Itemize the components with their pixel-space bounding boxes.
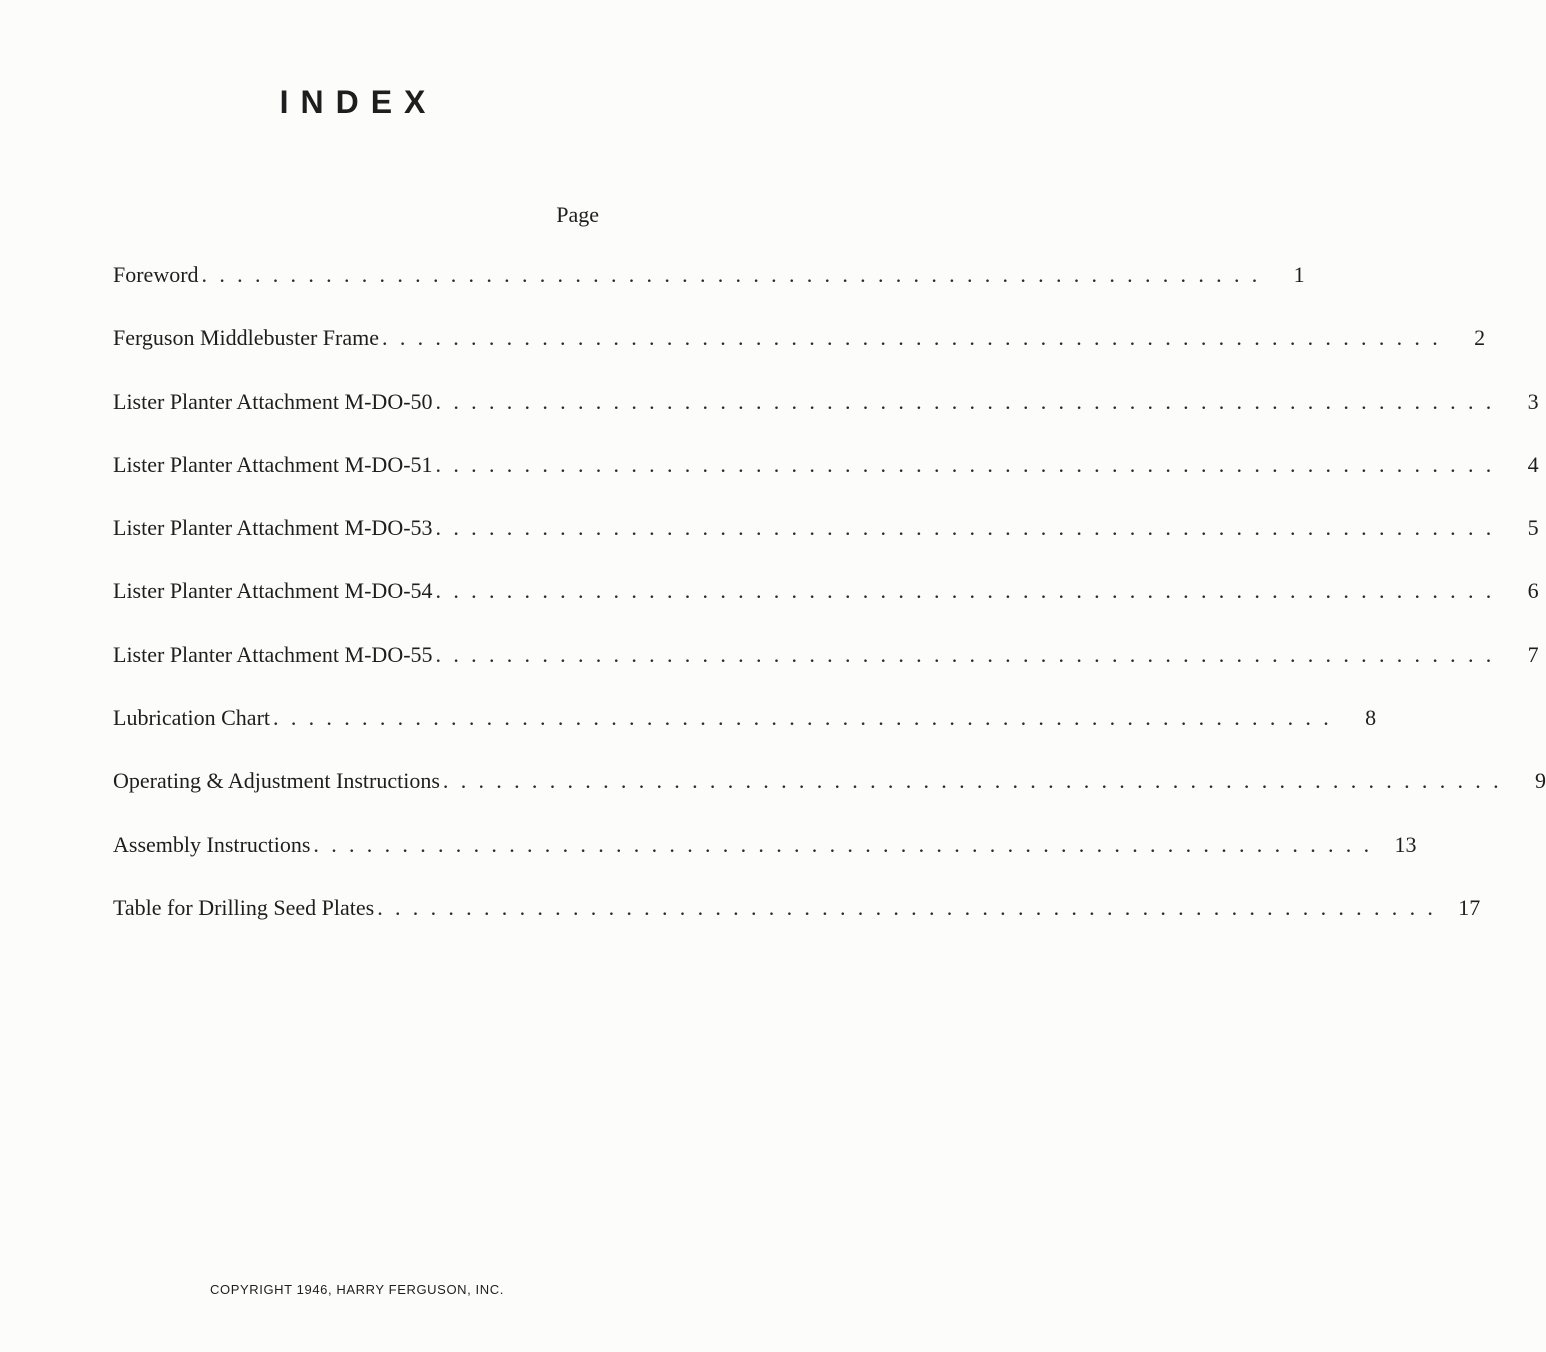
index-entry-page: 2 bbox=[1474, 325, 1486, 351]
index-entry-page: 9 bbox=[1535, 768, 1546, 794]
page-column-header: Page bbox=[556, 202, 599, 227]
dot-leader: . . . . . . . . . . . . . . . . . . . . . . . . . . . . . . . . . . . . . . . . . . . . . . . . . . . . . . . . . . . . bbox=[442, 768, 1503, 794]
index-entry-label: Ferguson Middlebuster Frame bbox=[113, 325, 380, 351]
index-entry-label: Foreword bbox=[113, 262, 199, 287]
index-entry-label: Lister Planter Attachment M-DO-51 bbox=[113, 451, 433, 477]
index-entry bbox=[113, 894, 1481, 958]
index-entry-label: Lister Planter Attachment M-DO-55 bbox=[113, 641, 433, 667]
index-entry-page: 4 bbox=[1527, 451, 1539, 477]
dot-leader: . . . . . . . . . . . . . . . . . . . . . . . . . . . . . . . . . . . . . . . . . . . . . . . . . . . . . . . . . . . . bbox=[377, 894, 1437, 920]
dot-leader: . . . . . . . . . . . . . . . . . . . . . . . . . . . . . . . . . . . . . . . . . . . . . . . . . . . . . . . . . . . . bbox=[201, 262, 1261, 287]
dot-leader: . . . . . . . . . . . . . . . . . . . . . . . . . . . . . . . . . . . . . . . . . . . . . . . . . . . . . . . . . . . . bbox=[435, 451, 1495, 477]
index-entry-page: 1 bbox=[1293, 262, 1305, 287]
index-entry bbox=[113, 388, 1539, 452]
index-entry-label: Lister Planter Attachment M-DO-50 bbox=[113, 388, 433, 414]
page-title: INDEX bbox=[279, 84, 438, 120]
copyright-notice: COPYRIGHT 1946, HARRY FERGUSON, INC. bbox=[210, 1282, 504, 1297]
index-list bbox=[113, 262, 1546, 958]
index-entry-page: 3 bbox=[1527, 388, 1539, 414]
index-entry-page: 7 bbox=[1527, 641, 1539, 667]
index-entry bbox=[113, 262, 1305, 325]
index-entry bbox=[113, 768, 1546, 831]
dot-leader: . . . . . . . . . . . . . . . . . . . . . . . . . . . . . . . . . . . . . . . . . . . . . . . . . . . . . . . . . . . . bbox=[273, 705, 1333, 731]
dot-leader: . . . . . . . . . . . . . . . . . . . . . . . . . . . . . . . . . . . . . . . . . . . . . . . . . . . . . . . . . . . . bbox=[435, 515, 1495, 541]
index-entry bbox=[113, 641, 1539, 705]
index-entry-page: 5 bbox=[1527, 515, 1539, 541]
index-entry-label: Lister Planter Attachment M-DO-53 bbox=[113, 515, 433, 541]
index-entry bbox=[113, 705, 1377, 768]
index-entry-label: Lubrication Chart bbox=[113, 705, 271, 731]
index-entry bbox=[113, 578, 1539, 641]
index-entry-page: 8 bbox=[1365, 705, 1377, 731]
index-entry bbox=[113, 831, 1417, 895]
index-entry-page: 13 bbox=[1394, 831, 1417, 857]
index-entry-page: 17 bbox=[1458, 894, 1481, 920]
index-entry-page: 6 bbox=[1527, 578, 1539, 604]
dot-leader: . . . . . . . . . . . . . . . . . . . . . . . . . . . . . . . . . . . . . . . . . . . . . . . . . . . . . . . . . . . . bbox=[435, 578, 1495, 604]
index-entry-label: Lister Planter Attachment M-DO-54 bbox=[113, 578, 433, 604]
index-entry-label: Operating & Adjustment Instructions bbox=[113, 768, 440, 794]
index-entry bbox=[113, 451, 1539, 515]
dot-leader: . . . . . . . . . . . . . . . . . . . . . . . . . . . . . . . . . . . . . . . . . . . . . . . . . . . . . . . . . . . . bbox=[435, 388, 1495, 414]
dot-leader: . . . . . . . . . . . . . . . . . . . . . . . . . . . . . . . . . . . . . . . . . . . . . . . . . . . . . . . . . . . . bbox=[313, 831, 1373, 857]
index-entry bbox=[113, 325, 1486, 388]
index-entry-label: Assembly Instructions bbox=[113, 831, 311, 857]
index-entry-label: Table for Drilling Seed Plates bbox=[113, 894, 375, 920]
dot-leader: . . . . . . . . . . . . . . . . . . . . . . . . . . . . . . . . . . . . . . . . . . . . . . . . . . . . . . . . . . . . bbox=[435, 641, 1495, 667]
index-entry bbox=[113, 515, 1539, 578]
dot-leader: . . . . . . . . . . . . . . . . . . . . . . . . . . . . . . . . . . . . . . . . . . . . . . . . . . . . . . . . . . . . bbox=[382, 325, 1442, 351]
